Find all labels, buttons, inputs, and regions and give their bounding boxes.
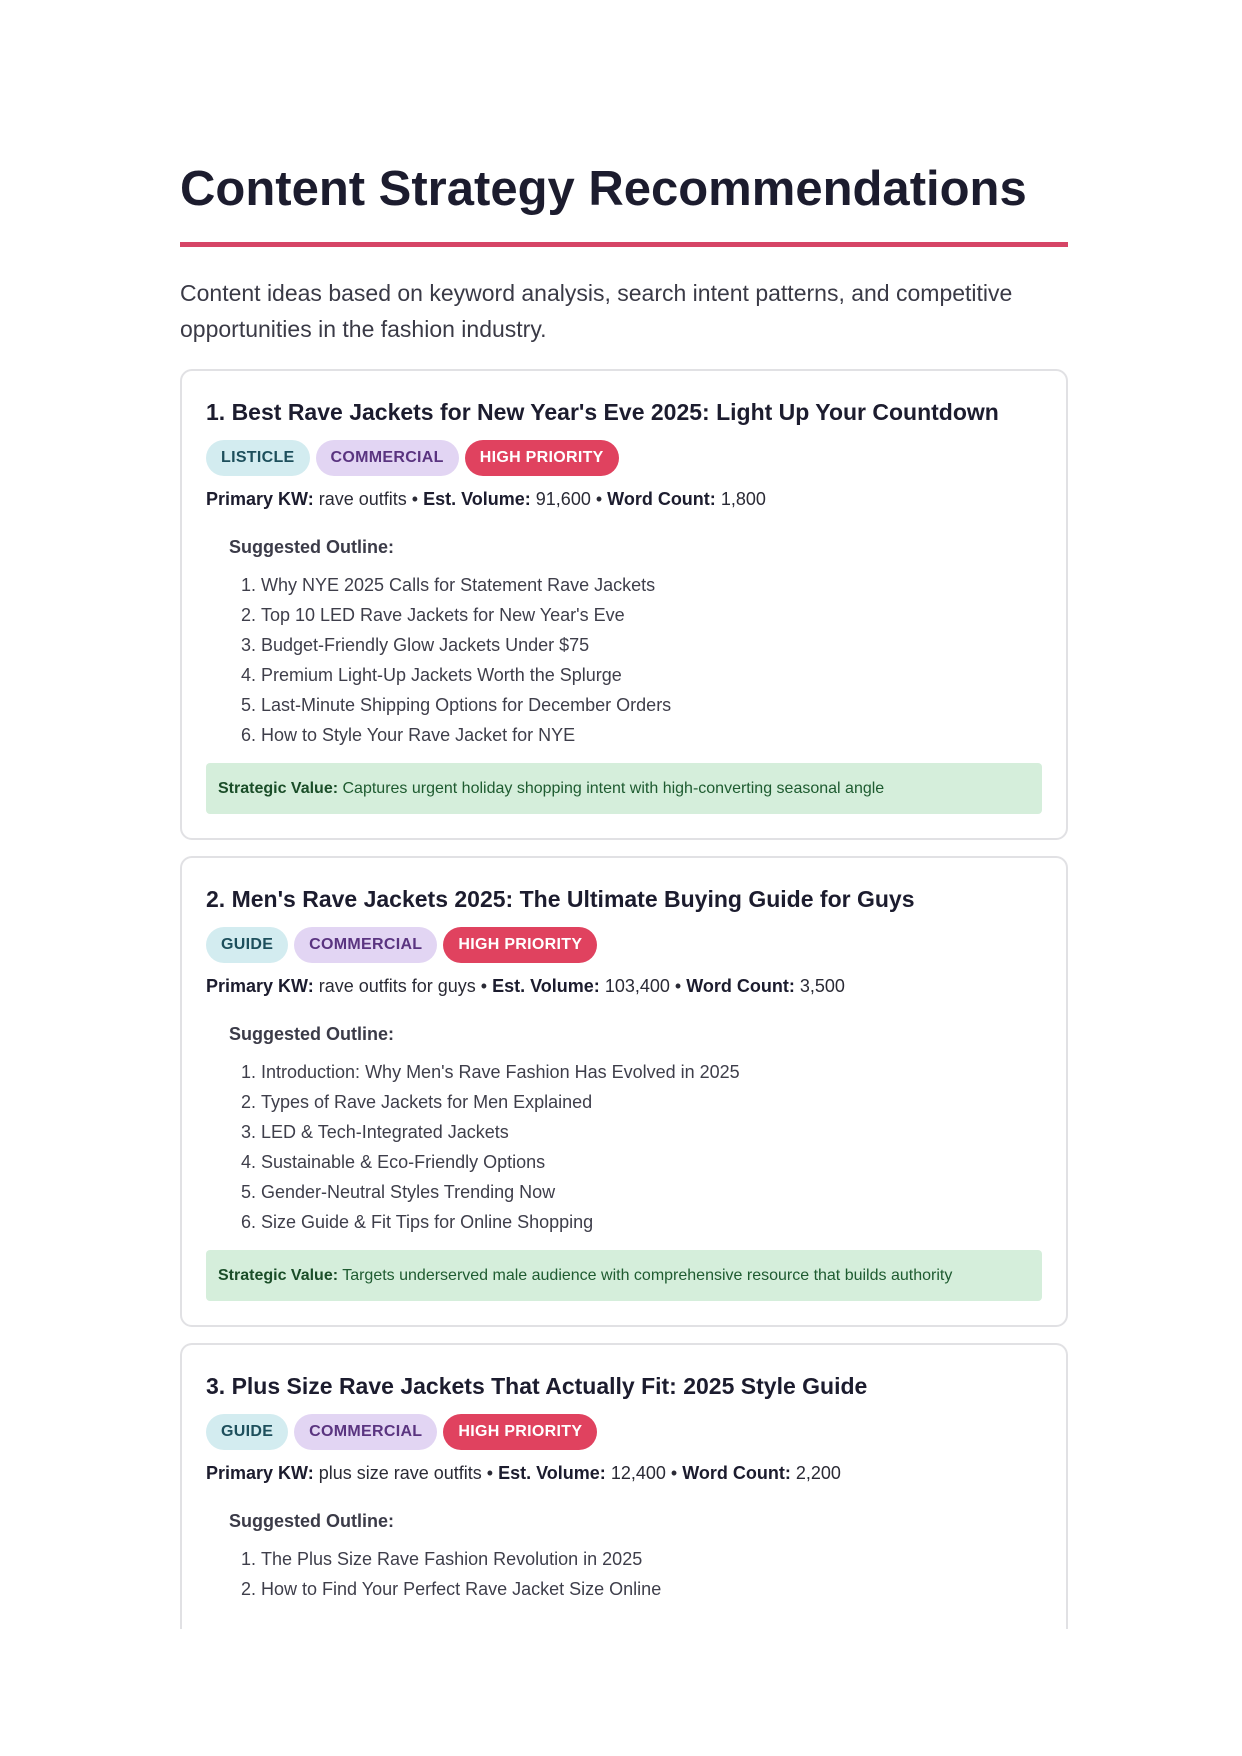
outline-item: 2. How to Find Your Perfect Rave Jacket Size Online xyxy=(261,1574,1042,1604)
word-count-label: Word Count: xyxy=(607,488,716,509)
est-volume-label: Est. Volume: xyxy=(492,975,600,996)
outline-item: 6. How to Style Your Rave Jacket for NYE xyxy=(261,720,1042,750)
est-volume-label: Est. Volume: xyxy=(423,488,531,509)
outline-item: 4. Sustainable & Eco-Friendly Options xyxy=(261,1147,1042,1177)
tag-row xyxy=(206,1414,1042,1450)
outline-item: 1. The Plus Size Rave Fashion Revolution in 2025 xyxy=(261,1544,1042,1574)
page-title: Content Strategy Recommendations xyxy=(180,162,1027,216)
word-count-value: 2,200 xyxy=(795,1462,841,1483)
outline-item: 2. Types of Rave Jackets for Men Explained xyxy=(261,1087,1042,1117)
strategic-value-label: Strategic Value: xyxy=(218,779,339,797)
tag-row xyxy=(206,927,1042,963)
content-type-tag: GUIDE xyxy=(206,927,288,963)
outline-item: 3. Budget-Friendly Glow Jackets Under $75 xyxy=(261,630,1042,660)
strategic-value-box xyxy=(206,1250,1042,1301)
primary-kw-label: Primary KW: xyxy=(206,488,314,509)
outline-item: 3. LED & Tech-Integrated Jackets xyxy=(261,1117,1042,1147)
priority-tag: HIGH PRIORITY xyxy=(465,440,619,476)
outline-heading: Suggested Outline: xyxy=(229,536,395,557)
word-count-value: 1,800 xyxy=(720,488,766,509)
document-page xyxy=(180,150,1068,1629)
outline-list xyxy=(206,1544,1042,1604)
card-title: 1. Best Rave Jackets for New Year's Eve 2025: Light Up Your Countdown xyxy=(206,398,999,425)
outline-heading: Suggested Outline: xyxy=(229,1510,395,1531)
meta-separator: • xyxy=(406,488,424,509)
strategic-value-text: Targets underserved male audience with comprehensive resource that builds authority xyxy=(342,1266,953,1284)
outline-item: 1. Introduction: Why Men's Rave Fashion Has Evolved in 2025 xyxy=(261,1057,1042,1087)
strategic-value-box xyxy=(206,763,1042,814)
title-divider xyxy=(180,242,1068,247)
meta-separator: • xyxy=(665,1462,683,1483)
word-count-label: Word Count: xyxy=(682,1462,791,1483)
primary-kw-value: rave outfits for guys xyxy=(318,975,476,996)
meta-separator: • xyxy=(590,488,608,509)
word-count-label: Word Count: xyxy=(686,975,795,996)
est-volume-value: 12,400 xyxy=(610,1462,666,1483)
keyword-meta xyxy=(206,1460,1042,1486)
content-idea-card xyxy=(180,369,1068,840)
outline-item: 2. Top 10 LED Rave Jackets for New Year's Eve xyxy=(261,600,1042,630)
content-idea-card xyxy=(180,856,1068,1327)
meta-separator: • xyxy=(475,975,493,996)
search-intent-tag: COMMERCIAL xyxy=(316,440,459,476)
intro-paragraph: Content ideas based on keyword analysis, search intent patterns, and competitive opportunities in the fashion industry. xyxy=(180,279,1013,342)
meta-separator: • xyxy=(669,975,687,996)
est-volume-label: Est. Volume: xyxy=(498,1462,606,1483)
priority-tag: HIGH PRIORITY xyxy=(443,1414,597,1450)
primary-kw-label: Primary KW: xyxy=(206,975,314,996)
est-volume-value: 91,600 xyxy=(535,488,591,509)
strategic-value-text: Captures urgent holiday shopping intent with high-converting seasonal angle xyxy=(342,779,885,797)
meta-separator: • xyxy=(481,1462,499,1483)
search-intent-tag: COMMERCIAL xyxy=(294,1414,437,1450)
keyword-meta xyxy=(206,973,1042,999)
outline-list xyxy=(206,570,1042,750)
card-title: 3. Plus Size Rave Jackets That Actually Fit: 2025 Style Guide xyxy=(206,1372,868,1399)
keyword-meta xyxy=(206,486,1042,512)
strategic-value-label: Strategic Value: xyxy=(218,1266,339,1284)
content-idea-card xyxy=(180,1343,1068,1629)
outline-item: 4. Premium Light-Up Jackets Worth the Splurge xyxy=(261,660,1042,690)
est-volume-value: 103,400 xyxy=(604,975,670,996)
content-type-tag: GUIDE xyxy=(206,1414,288,1450)
word-count-value: 3,500 xyxy=(799,975,845,996)
outline-item: 1. Why NYE 2025 Calls for Statement Rave Jackets xyxy=(261,570,1042,600)
primary-kw-value: plus size rave outfits xyxy=(318,1462,482,1483)
card-title: 2. Men's Rave Jackets 2025: The Ultimate Buying Guide for Guys xyxy=(206,885,915,912)
primary-kw-label: Primary KW: xyxy=(206,1462,314,1483)
primary-kw-value: rave outfits xyxy=(318,488,407,509)
tag-row xyxy=(206,440,1042,476)
search-intent-tag: COMMERCIAL xyxy=(294,927,437,963)
outline-item: 6. Size Guide & Fit Tips for Online Shopping xyxy=(261,1207,1042,1237)
priority-tag: HIGH PRIORITY xyxy=(443,927,597,963)
content-type-tag: LISTICLE xyxy=(206,440,310,476)
outline-heading: Suggested Outline: xyxy=(229,1023,395,1044)
outline-list xyxy=(206,1057,1042,1237)
outline-item: 5. Gender-Neutral Styles Trending Now xyxy=(261,1177,1042,1207)
outline-item: 5. Last-Minute Shipping Options for December Orders xyxy=(261,690,1042,720)
